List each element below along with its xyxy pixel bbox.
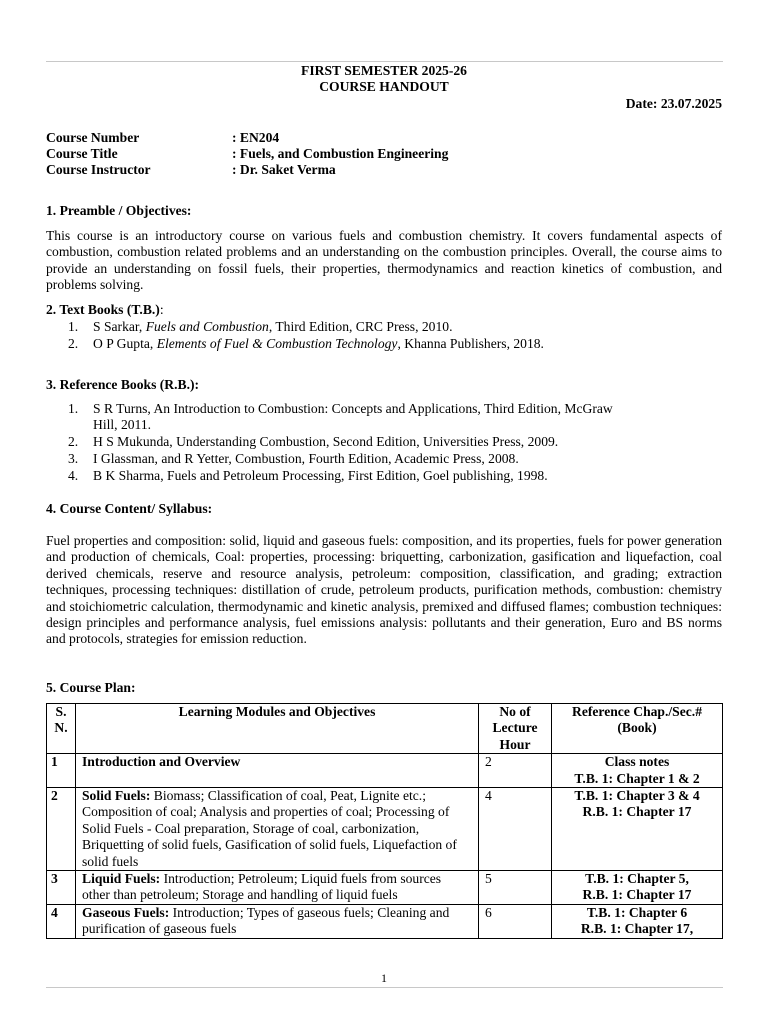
top-rule [46, 61, 723, 62]
text-book-details: , Third Edition, CRC Press, 2010. [268, 319, 453, 334]
course-number-label: Course Number [46, 130, 140, 145]
text-book-details: , Khanna Publishers, 2018. [397, 336, 544, 351]
col-header-sn: S. N. [47, 704, 76, 754]
list-number: 2. [68, 336, 79, 351]
handout-date: Date: 23.07.2025 [625, 96, 722, 111]
list-number: 4. [68, 468, 79, 483]
reference-line: Class notes [604, 754, 670, 770]
syllabus-text: Fuel properties and composition: solid, liquid and gaseous fuels: composition, and its properties, fuels for power generation and production of chemicals, Coal: properties, processing: briquetting, carbonization, gasification and liquefaction, coal derived chemicals, reserve and resource analysis, petroleum: composition, classification, and grading; extraction techniques, processing techniques: distillation of crude, petroleum products, purification methods, combustion: chemistry and stoichiometric calculation, thermodynamic and kinetic analysis, premixed and diffused flames; combustion techniques: design principles and performance analysis, fuel emissions analysis: pollutants and their generation, Euro and BS norms and protocols, strategies for emission reduction. [46, 533, 722, 647]
col-header-modules: Learning Modules and Objectives [76, 704, 479, 754]
text-book-author: O P Gupta, [93, 336, 157, 351]
row-reference [552, 754, 723, 788]
syllabus-heading: 4. Course Content/ Syllabus: [46, 501, 213, 516]
table-row [47, 871, 723, 905]
row-module [76, 788, 479, 871]
module-title: Solid Fuels: [82, 788, 151, 804]
text-book-title: Fuels and Combustion [145, 319, 269, 334]
row-sn: 1 [47, 754, 76, 788]
text-book-citation [93, 319, 723, 335]
module-title: Gaseous Fuels: [82, 904, 170, 920]
preamble-text: This course is an introductory course on various fuels and combustion chemistry. It covers fundamental aspects of combustion, combustion related problems and an understanding on the combustion principles. Overall, the course aims to provide an understanding on fossil fuels, their properties, thermodynamics and reaction kinetics of combustion, and problems solving. [46, 228, 722, 293]
reference-book-line: B K Sharma, Fuels and Petroleum Processing, First Edition, Goel publishing, 1998. [93, 468, 548, 483]
col-header-hours: No of Lecture Hour [479, 704, 552, 754]
row-reference [552, 904, 723, 938]
row-reference [552, 871, 723, 905]
course-instructor-value: : Dr. Saket Verma [232, 162, 336, 177]
reference-book-line: I Glassman, and R Yetter, Combustion, Fourth Edition, Academic Press, 2008. [93, 451, 519, 466]
reference-line: T.B. 1: Chapter 1 & 2 [574, 770, 700, 786]
course-title-label: Course Title [46, 146, 118, 161]
row-hours: 2 [479, 754, 552, 788]
text-books-heading-colon: : [159, 302, 164, 317]
preamble-heading: 1. Preamble / Objectives: [46, 203, 192, 218]
module-description: Biomass; Classification of coal, Peat, Lignite etc.; Composition of coal; Analysis and properties of coal; Processing of Solid Fuels - Coal preparation, Storage of coal, carbonization, Briquetting of solid fuels, Gasification of solid fuels, Liquefaction of solid fuels [82, 788, 457, 869]
module-description: Introduction; Types of gaseous fuels; Cleaning and purification of gaseous fuels [82, 904, 450, 937]
reference-line: R.B. 1: Chapter 17, [580, 921, 694, 937]
reference-line: T.B. 1: Chapter 5, [585, 871, 689, 887]
row-hours: 5 [479, 871, 552, 905]
course-plan-table [46, 703, 723, 939]
table-row [47, 788, 723, 871]
handout-title: COURSE HANDOUT [319, 79, 449, 94]
bottom-rule [46, 987, 723, 988]
reference-line: T.B. 1: Chapter 6 [586, 904, 688, 920]
row-hours: 4 [479, 788, 552, 871]
reference-books-heading: 3. Reference Books (R.B.): [46, 377, 200, 392]
module-title: Liquid Fuels: [82, 871, 161, 887]
course-plan-heading: 5. Course Plan: [46, 680, 136, 695]
module-description: Introduction; Petroleum; Liquid fuels from sources other than petroleum; Storage and handling of liquid fuels [82, 871, 442, 903]
row-sn: 3 [47, 871, 76, 905]
course-number-value: : EN204 [232, 130, 280, 145]
reference-line: R.B. 1: Chapter 17 [582, 887, 692, 903]
course-number-row [46, 130, 279, 146]
text-book-title: Elements of Fuel & Combustion Technology [156, 336, 398, 351]
table-row [47, 754, 723, 788]
row-reference [552, 788, 723, 871]
table-header-row [47, 704, 723, 754]
module-title: Introduction and Overview [82, 754, 241, 770]
reference-line: R.B. 1: Chapter 17 [582, 804, 692, 820]
row-module [76, 904, 479, 938]
reference-line: T.B. 1: Chapter 3 & 4 [574, 788, 700, 804]
course-title-row [46, 146, 448, 162]
list-number: 1. [68, 401, 79, 416]
course-title-value: : Fuels, and Combustion Engineering [232, 146, 449, 161]
semester-title: FIRST SEMESTER 2025-26 [301, 63, 467, 78]
row-module [76, 754, 479, 788]
text-book-citation [93, 336, 723, 352]
text-books-heading [46, 302, 164, 318]
row-sn: 2 [47, 788, 76, 871]
text-books-heading-text: 2. Text Books (T.B.) [46, 302, 160, 317]
course-instructor-label: Course Instructor [46, 162, 151, 177]
reference-book-line: Hill, 2011. [93, 417, 152, 432]
page-number: 1 [381, 971, 387, 985]
course-instructor-row [46, 162, 336, 178]
col-header-reference: Reference Chap./Sec.# (Book) [552, 704, 723, 754]
row-module [76, 871, 479, 905]
row-sn: 4 [47, 904, 76, 938]
list-number: 3. [68, 451, 79, 466]
list-number: 2. [68, 434, 79, 449]
text-book-author: S Sarkar, [93, 319, 146, 334]
reference-book-line: S R Turns, An Introduction to Combustion: Concepts and Applications, Third Edition, McGraw [93, 401, 613, 416]
row-hours: 6 [479, 904, 552, 938]
reference-book-line: H S Mukunda, Understanding Combustion, Second Edition, Universities Press, 2009. [93, 434, 559, 449]
table-row [47, 904, 723, 938]
list-number: 1. [68, 319, 79, 334]
